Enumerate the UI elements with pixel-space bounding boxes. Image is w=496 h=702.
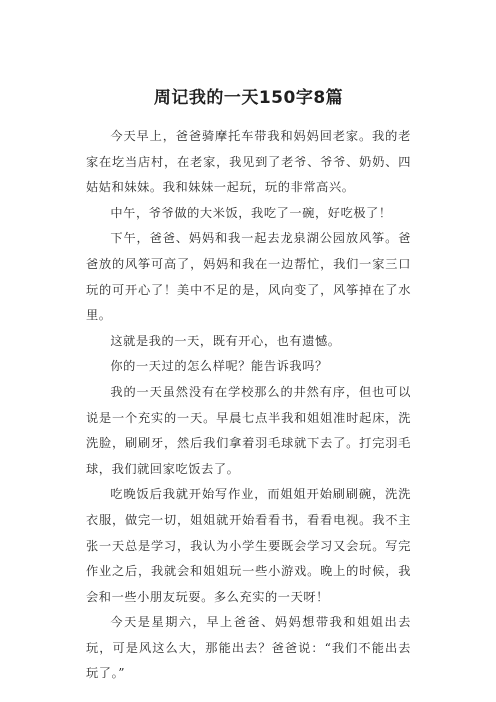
paragraph-3: 下午，爸爸、妈妈和我一起去龙泉湖公园放风筝。爸爸放的风筝可高了，妈妈和我在一边帮忙，我们一家三口玩的可开心了！美中不足的是，风向变了，风筝掉在了水里。	[86, 231, 411, 323]
paragraph-1: 今天早上，爸爸骑摩托车带我和妈妈回老家。我的老家在圪当店村，在老家，我见到了老爷、爷爷、奶奶、四姑姑和妹妹。我和妹妹一起玩，玩的非常高兴。	[86, 129, 411, 195]
paragraph-6: 我的一天虽然没有在学校那么的井然有序，但也可以说是一个充实的一天。早晨七点半我和姐姐准时起床，洗洗脸，刷刷牙，然后我们拿着羽毛球就下去了。打完羽毛球，我们就回家吃饭去了。	[86, 384, 411, 476]
paragraph-8: 今天是星期六，早上爸爸、妈妈想带我和姐姐出去玩，可是风这么大，那能出去？爸爸说：“我们不能出去玩了。”	[86, 615, 411, 681]
paragraph-4: 这就是我的一天，既有开心，也有遗憾。	[110, 333, 341, 348]
paragraph-7: 吃晚饭后我就开始写作业，而姐姐开始刷刷碗，洗洗衣服，做完一切，姐姐就开始看看书，看看电视。我不主张一天总是学习，我认为小学生要既会学习又会玩。写完作业之后，我就会和姐姐玩一些小游戏。晚上的时候，我会和一些小朋友玩耍。多么充实的一天呀！	[86, 487, 411, 604]
paragraph-5: 你的一天过的怎么样呢？能告诉我吗？	[110, 359, 328, 374]
page-title: 周记我的一天150字8篇	[153, 88, 344, 108]
paragraph-2: 中午，爷爷做的大米饭，我吃了一碗，好吃极了！	[110, 205, 392, 220]
